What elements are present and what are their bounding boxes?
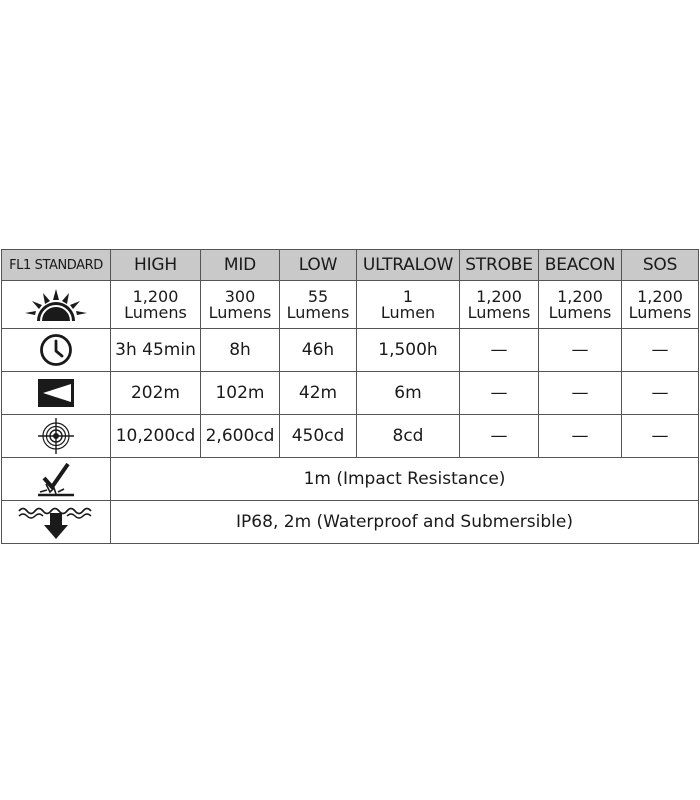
run-time-beacon: — (539, 329, 622, 372)
peak-intensity-target-icon (36, 417, 76, 455)
light-output-icon-cell (2, 281, 111, 329)
beam-distance-icon (36, 376, 76, 410)
light-output-low: 55 Lumens (280, 281, 357, 329)
impact-resistance-row (2, 458, 699, 501)
header-ultralow: ULTRALOW (357, 250, 460, 281)
water-resistance-icon (17, 503, 95, 541)
light-output-high: 1,200 Lumens (111, 281, 201, 329)
header-fl1-standard: FL1 STANDARD (2, 250, 111, 281)
peak-intensity-sos: — (622, 415, 699, 458)
header-high: HIGH (111, 250, 201, 281)
beam-distance-strobe: — (460, 372, 539, 415)
impact-resistance-icon-cell (2, 458, 111, 501)
light-output-sun-icon (23, 285, 89, 325)
beam-distance-high: 202m (111, 372, 201, 415)
light-output-mid: 300 Lumens (201, 281, 280, 329)
run-time-ultralow: 1,500h (357, 329, 460, 372)
beam-distance-row (2, 372, 699, 415)
run-time-strobe: — (460, 329, 539, 372)
light-output-beacon: 1,200 Lumens (539, 281, 622, 329)
run-time-sos: — (622, 329, 699, 372)
spec-table (1, 249, 699, 544)
peak-intensity-low: 450cd (280, 415, 357, 458)
water-resistance-icon-cell (2, 501, 111, 544)
light-output-row (2, 281, 699, 329)
run-time-icon-cell (2, 329, 111, 372)
header-row (2, 250, 699, 281)
run-time-row (2, 329, 699, 372)
beam-distance-sos: — (622, 372, 699, 415)
beam-distance-mid: 102m (201, 372, 280, 415)
peak-intensity-row (2, 415, 699, 458)
header-beacon: BEACON (539, 250, 622, 281)
light-output-ultralow: 1 Lumen (357, 281, 460, 329)
header-sos: SOS (622, 250, 699, 281)
beam-distance-beacon: — (539, 372, 622, 415)
peak-intensity-beacon: — (539, 415, 622, 458)
peak-intensity-strobe: — (460, 415, 539, 458)
run-time-mid: 8h (201, 329, 280, 372)
peak-intensity-ultralow: 8cd (357, 415, 460, 458)
run-time-high: 3h 45min (111, 329, 201, 372)
water-resistance-row (2, 501, 699, 544)
beam-distance-low: 42m (280, 372, 357, 415)
run-time-clock-icon (36, 332, 76, 368)
light-output-sos: 1,200 Lumens (622, 281, 699, 329)
header-low: LOW (280, 250, 357, 281)
peak-intensity-high: 10,200cd (111, 415, 201, 458)
impact-resistance-icon (34, 460, 78, 498)
header-mid: MID (201, 250, 280, 281)
impact-resistance-value: 1m (Impact Resistance) (111, 458, 699, 501)
beam-distance-icon-cell (2, 372, 111, 415)
run-time-low: 46h (280, 329, 357, 372)
header-strobe: STROBE (460, 250, 539, 281)
water-resistance-value: IP68, 2m (Waterproof and Submersible) (111, 501, 699, 544)
peak-intensity-mid: 2,600cd (201, 415, 280, 458)
peak-intensity-icon-cell (2, 415, 111, 458)
light-output-strobe: 1,200 Lumens (460, 281, 539, 329)
beam-distance-ultralow: 6m (357, 372, 460, 415)
